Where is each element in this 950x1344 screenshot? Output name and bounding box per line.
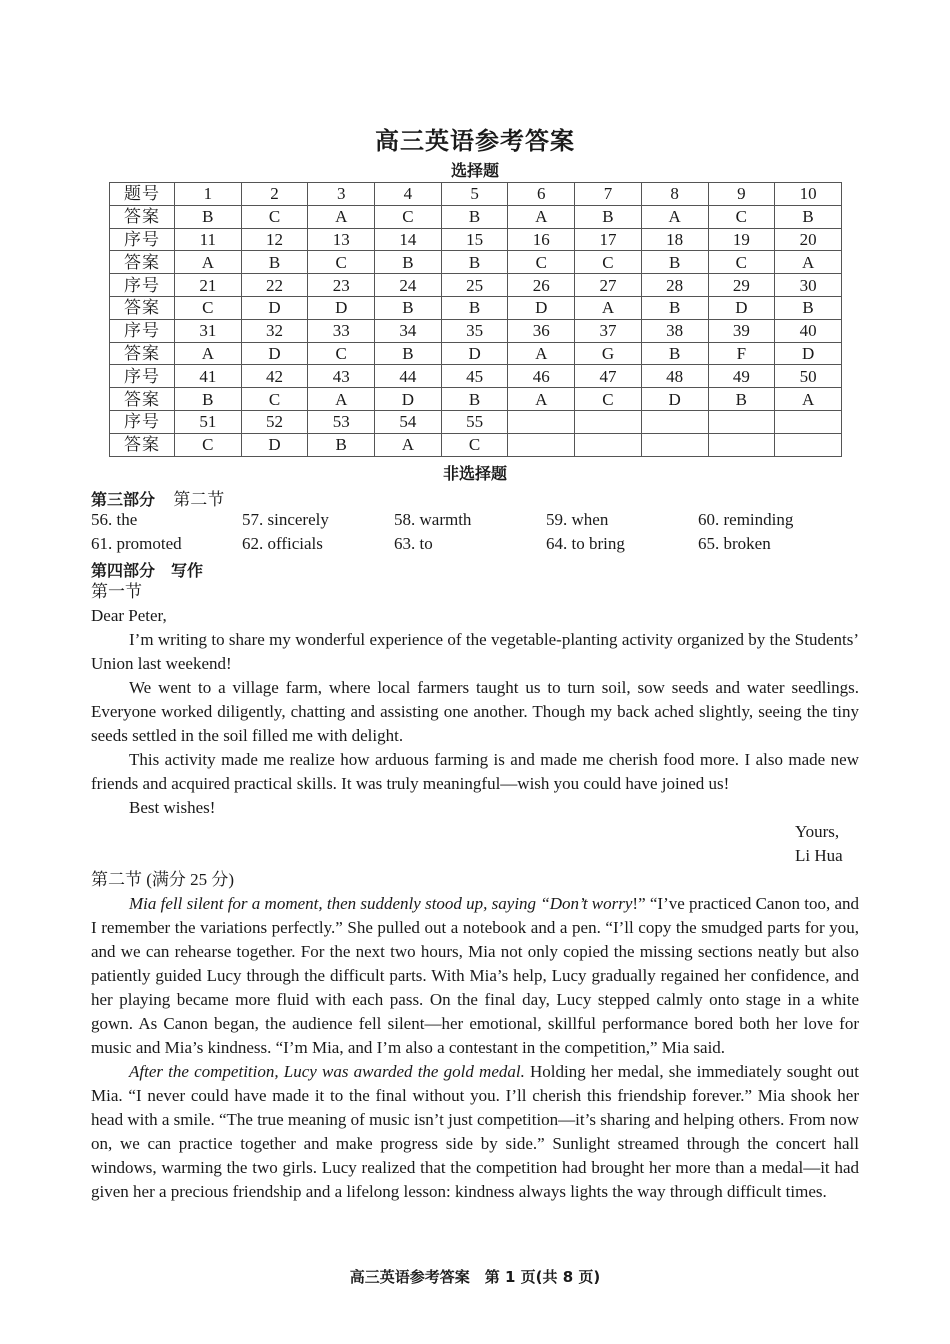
- answer-cell: A: [308, 205, 375, 228]
- part4-heading-bold: 第四部分 写作: [91, 561, 204, 580]
- letter-paragraph: This activity made me realize how arduous farming is and made me cherish food more. I also made new friends and acquired practical skills. It was truly meaningful—wish you could have joined us!: [91, 750, 859, 793]
- answer-cell: 12: [241, 228, 308, 251]
- answer-table-row: [110, 365, 842, 388]
- answer-cell: B: [375, 342, 442, 365]
- answer-cell: [508, 410, 575, 433]
- answer-cell: B: [575, 205, 642, 228]
- answer-cell: [575, 410, 642, 433]
- answer-table-row: [110, 183, 842, 206]
- row-label: 答案: [110, 251, 175, 274]
- answer-cell: D: [241, 296, 308, 319]
- letter-paragraph: Best wishes!: [129, 798, 216, 817]
- answer-cell: 19: [708, 228, 775, 251]
- answer-cell: B: [441, 296, 508, 319]
- part3-heading: [91, 485, 224, 510]
- answer-cell: 26: [508, 274, 575, 297]
- answer-cell: 13: [308, 228, 375, 251]
- answer-cell: D: [508, 296, 575, 319]
- answer-table-row: [110, 205, 842, 228]
- fill-blank-item: 64. to bring: [546, 534, 625, 553]
- answer-cell: B: [441, 251, 508, 274]
- answer-cell: 11: [175, 228, 242, 251]
- answer-cell: A: [641, 205, 708, 228]
- fill-blank-item: 63. to: [394, 534, 433, 553]
- answer-table: [109, 182, 842, 457]
- answer-table-row: [110, 319, 842, 342]
- answer-cell: [641, 410, 708, 433]
- answer-table-row: [110, 228, 842, 251]
- row-label: 序号: [110, 410, 175, 433]
- answer-cell: D: [708, 296, 775, 319]
- answer-cell: 7: [575, 183, 642, 206]
- answer-cell: 40: [775, 319, 842, 342]
- answer-cell: 47: [575, 365, 642, 388]
- answer-cell: D: [375, 388, 442, 411]
- answer-cell: 24: [375, 274, 442, 297]
- answer-cell: D: [241, 342, 308, 365]
- answer-cell: 41: [175, 365, 242, 388]
- answer-cell: [775, 410, 842, 433]
- answer-cell: A: [308, 388, 375, 411]
- answer-cell: 8: [641, 183, 708, 206]
- answer-cell: [775, 433, 842, 456]
- row-label: 答案: [110, 296, 175, 319]
- answer-cell: 21: [175, 274, 242, 297]
- answer-cell: [708, 433, 775, 456]
- answer-cell: 4: [375, 183, 442, 206]
- fill-blank-item: 58. warmth: [394, 510, 472, 529]
- answer-cell: B: [641, 251, 708, 274]
- answer-cell: 52: [241, 410, 308, 433]
- non-choice-section-label: 非选择题: [442, 464, 507, 483]
- answer-cell: B: [175, 388, 242, 411]
- answer-table-row: [110, 388, 842, 411]
- answer-cell: A: [508, 205, 575, 228]
- answer-cell: 50: [775, 365, 842, 388]
- answer-cell: C: [575, 388, 642, 411]
- answer-cell: 36: [508, 319, 575, 342]
- answer-cell: C: [308, 342, 375, 365]
- row-label: 序号: [110, 274, 175, 297]
- answer-cell: 46: [508, 365, 575, 388]
- answer-cell: 32: [241, 319, 308, 342]
- answer-cell: C: [508, 251, 575, 274]
- answer-cell: C: [308, 251, 375, 274]
- answer-table-row: [110, 410, 842, 433]
- answer-cell: 22: [241, 274, 308, 297]
- row-label: 序号: [110, 319, 175, 342]
- answer-cell: 45: [441, 365, 508, 388]
- answer-cell: 38: [641, 319, 708, 342]
- answer-table-row: [110, 342, 842, 365]
- answer-cell: C: [708, 205, 775, 228]
- answer-cell: 20: [775, 228, 842, 251]
- answer-cell: D: [641, 388, 708, 411]
- answer-cell: 23: [308, 274, 375, 297]
- answer-cell: 17: [575, 228, 642, 251]
- answer-cell: 1: [175, 183, 242, 206]
- answer-cell: A: [175, 342, 242, 365]
- answer-cell: 14: [375, 228, 442, 251]
- fill-blank-item: 62. officials: [242, 534, 323, 553]
- row-label: 题号: [110, 183, 175, 206]
- row-label: 答案: [110, 433, 175, 456]
- answer-cell: 10: [775, 183, 842, 206]
- answer-cell: A: [775, 388, 842, 411]
- answer-cell: B: [641, 342, 708, 365]
- answer-cell: 15: [441, 228, 508, 251]
- row-label: 序号: [110, 228, 175, 251]
- section2-heading: 第二节 (满分 25 分): [91, 870, 235, 889]
- answer-cell: C: [575, 251, 642, 274]
- answer-cell: C: [175, 296, 242, 319]
- answer-cell: C: [441, 433, 508, 456]
- answer-cell: 44: [375, 365, 442, 388]
- answer-table-row: [110, 274, 842, 297]
- answer-cell: 55: [441, 410, 508, 433]
- answer-cell: B: [775, 205, 842, 228]
- fill-blank-item: 65. broken: [698, 534, 771, 553]
- answer-cell: 2: [241, 183, 308, 206]
- answer-cell: B: [175, 205, 242, 228]
- story-paragraph-1-prompt: Mia fell silent for a moment, then suddenly stood up, saying “Don’t worry: [129, 894, 633, 913]
- answer-cell: 25: [441, 274, 508, 297]
- answer-cell: 33: [308, 319, 375, 342]
- answer-cell: A: [375, 433, 442, 456]
- answer-cell: A: [775, 251, 842, 274]
- fill-blank-item: 59. when: [546, 510, 609, 529]
- answer-cell: A: [575, 296, 642, 319]
- answer-cell: B: [708, 388, 775, 411]
- fill-blank-item: 56. the: [91, 510, 138, 529]
- letter-paragraph: We went to a village farm, where local farmers taught us to turn soil, sow seeds and water seedlings. Everyone worked diligently, chatting and assisting one another. Though my back ached slightly, seeing the tiny seeds settled in the soil filled me with delight.: [91, 678, 859, 745]
- answer-cell: B: [308, 433, 375, 456]
- part3-heading-section: 第二节: [173, 490, 225, 509]
- letter-closing: Yours,: [795, 822, 840, 841]
- page-title: 高三英语参考答案: [375, 129, 575, 155]
- answer-cell: [708, 410, 775, 433]
- answer-cell: 54: [375, 410, 442, 433]
- answer-cell: B: [775, 296, 842, 319]
- answer-cell: C: [375, 205, 442, 228]
- answer-cell: [508, 433, 575, 456]
- answer-cell: B: [241, 251, 308, 274]
- answer-cell: B: [375, 251, 442, 274]
- answer-cell: [575, 433, 642, 456]
- story-paragraph-1-body: !” “I’ve practiced Canon too, and I remember the variations perfectly.” She pulled out a notebook and a pen. “I’ll copy the smudged parts for you, and we can rehearse together. For the next two hours, Mia not only copied the missing sections neatly but also patiently guided Lucy through the difficult parts. With Mia’s help, Lucy gradually regained her confidence, and her playing became more fluid with each pass. On the final day, Lucy stepped calmly onto stage in a white gown. As Canon began, the audience fell silent—her emotional, skillful performance bored both her love for music and Mia’s kindness. “I’m Mia, and I’m also a contestant in the competition,” Mia said.: [91, 894, 860, 1057]
- answer-cell: 43: [308, 365, 375, 388]
- answer-cell: 37: [575, 319, 642, 342]
- answer-cell: 35: [441, 319, 508, 342]
- answer-cell: 9: [708, 183, 775, 206]
- answer-cell: 27: [575, 274, 642, 297]
- answer-cell: 49: [708, 365, 775, 388]
- answer-cell: 16: [508, 228, 575, 251]
- answer-cell: 30: [775, 274, 842, 297]
- choice-section-label: 选择题: [450, 161, 499, 180]
- answer-cell: 31: [175, 319, 242, 342]
- answer-cell: C: [241, 388, 308, 411]
- row-label: 答案: [110, 388, 175, 411]
- fill-blank-item: 61. promoted: [91, 534, 182, 553]
- answer-cell: D: [308, 296, 375, 319]
- answer-cell: A: [508, 388, 575, 411]
- answer-cell: A: [175, 251, 242, 274]
- answer-cell: A: [508, 342, 575, 365]
- answer-cell: 29: [708, 274, 775, 297]
- section1-heading: 第一节: [91, 582, 142, 601]
- part3-heading-bold: 第三部分: [91, 490, 156, 509]
- answer-cell: 28: [641, 274, 708, 297]
- story-paragraph-2: [91, 1060, 859, 1204]
- answer-cell: D: [241, 433, 308, 456]
- story-paragraph-1: [91, 892, 859, 1060]
- answer-cell: 5: [441, 183, 508, 206]
- answer-cell: 42: [241, 365, 308, 388]
- fill-blank-item: 60. reminding: [698, 510, 794, 529]
- answer-cell: 51: [175, 410, 242, 433]
- answer-table-row: [110, 433, 842, 456]
- answer-cell: B: [441, 205, 508, 228]
- page-footer: 高三英语参考答案 第 1 页(共 8 页): [349, 1268, 601, 1286]
- answer-cell: B: [441, 388, 508, 411]
- letter-greeting: Dear Peter,: [91, 606, 167, 625]
- answer-cell: D: [775, 342, 842, 365]
- story-paragraph-2-body: Holding her medal, she immediately sought out Mia. “I never could have made it to the final without you. I’ll cherish this friendship forever.” Mia shook her head with a smile. “The true meaning of music isn’t just competition—it’s sharing and helping others. From now on, we can practice together and make progress side by side.” Sunlight streamed through the concert hall windows, warming the two girls. Lucy realized that the competition had brought her more than a medal—it had given her a precious friendship and a lifelong lesson: kindness always lights the way through difficult times.: [91, 1062, 859, 1201]
- answer-cell: 53: [308, 410, 375, 433]
- answer-cell: C: [708, 251, 775, 274]
- answer-cell: F: [708, 342, 775, 365]
- answer-cell: 18: [641, 228, 708, 251]
- answer-cell: C: [175, 433, 242, 456]
- part4-heading: [91, 558, 203, 581]
- answer-cell: G: [575, 342, 642, 365]
- row-label: 答案: [110, 205, 175, 228]
- answer-cell: 34: [375, 319, 442, 342]
- letter-signature: Li Hua: [795, 846, 843, 865]
- answer-cell: 48: [641, 365, 708, 388]
- story-paragraph-2-prompt: After the competition, Lucy was awarded the gold medal.: [129, 1062, 525, 1081]
- answer-cell: [641, 433, 708, 456]
- answer-cell: 6: [508, 183, 575, 206]
- answer-cell: B: [375, 296, 442, 319]
- answer-cell: B: [641, 296, 708, 319]
- fill-blank-item: 57. sincerely: [242, 510, 329, 529]
- row-label: 序号: [110, 365, 175, 388]
- writing-section-1: [91, 580, 859, 820]
- row-label: 答案: [110, 342, 175, 365]
- writing-section-2: [91, 868, 859, 1204]
- answer-table-row: [110, 251, 842, 274]
- answer-cell: D: [441, 342, 508, 365]
- answer-table-row: [110, 296, 842, 319]
- letter-paragraph: I’m writing to share my wonderful experience of the vegetable-planting activity organized by the Students’ Union last weekend!: [91, 630, 859, 673]
- answer-cell: 39: [708, 319, 775, 342]
- answer-cell: C: [241, 205, 308, 228]
- answer-cell: 3: [308, 183, 375, 206]
